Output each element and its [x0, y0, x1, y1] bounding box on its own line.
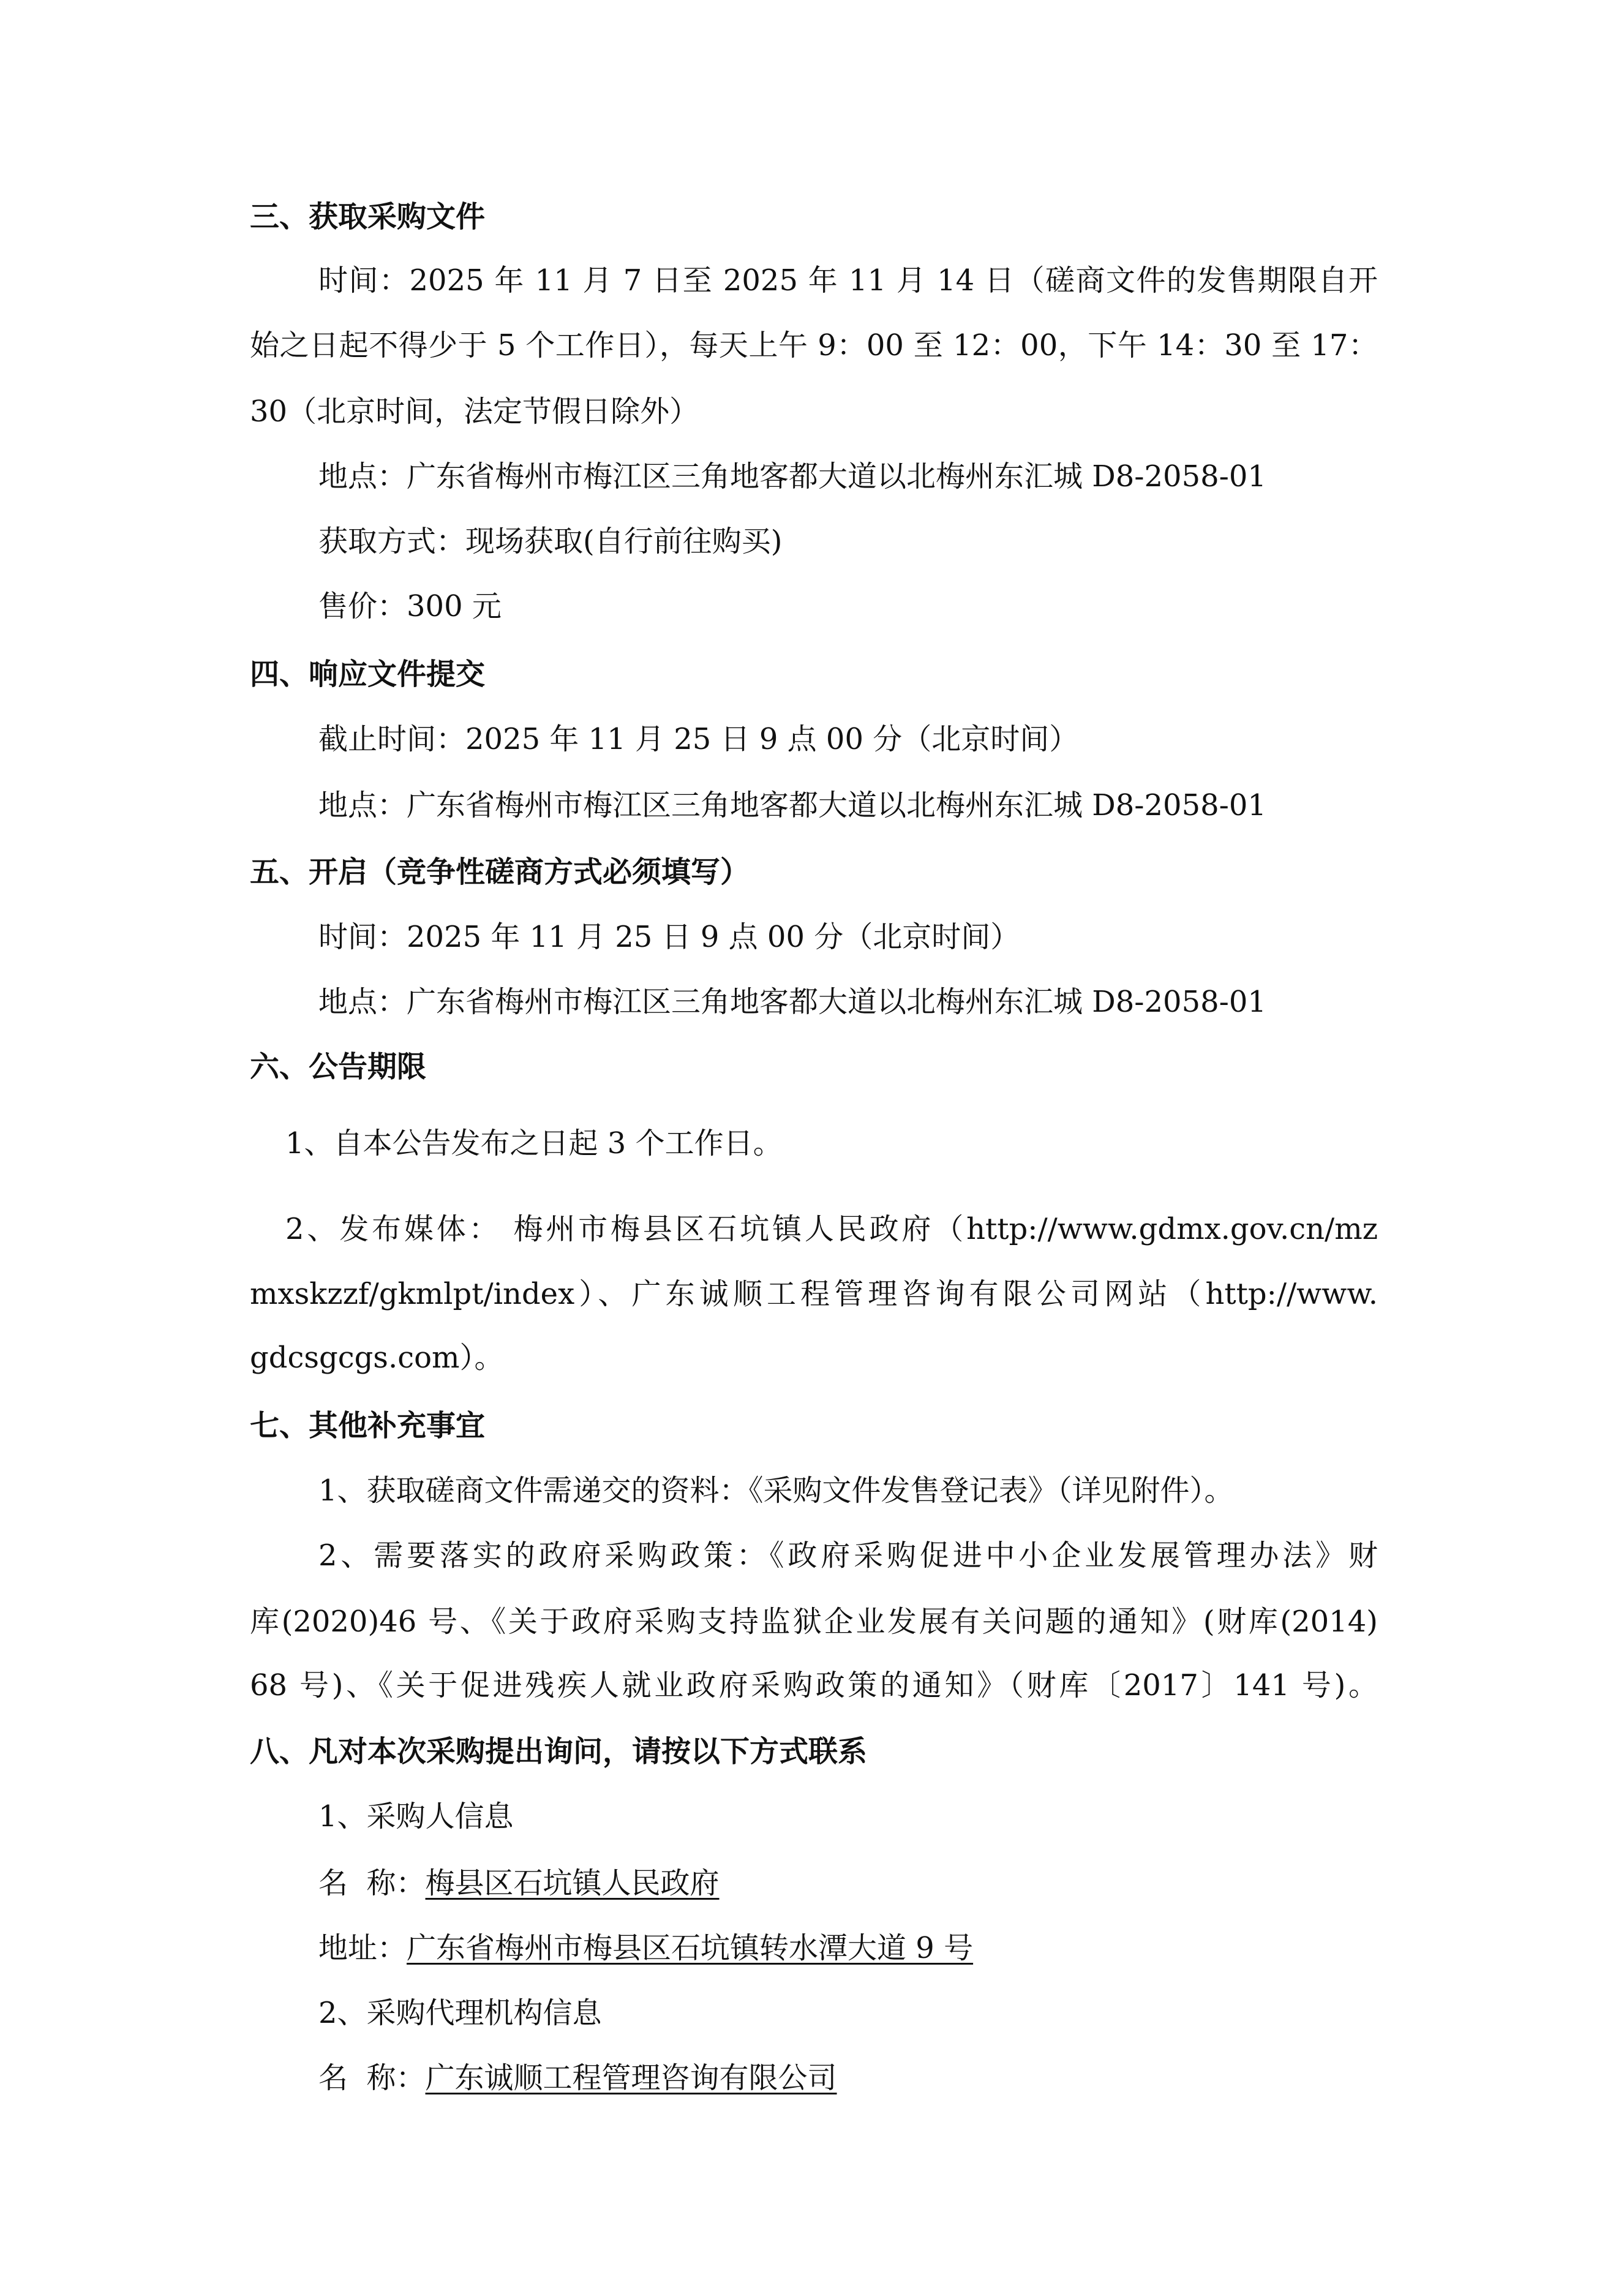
section-3-time-line-1: 时间：2025 年 11 月 7 日至 2025 年 11 月 14 日（磋商文件的发售期限自开	[318, 263, 1378, 298]
agency-name-label: 名 称：	[318, 2061, 426, 2095]
section-6-item-2-line-3: gdcsgcgs.com）。	[250, 1341, 504, 1375]
section-7-item-1: 1、获取磋商文件需递交的资料：《采购文件发售登记表》（详见附件）。	[318, 1473, 1234, 1508]
section-3-method: 获取方式：现场获取(自行前往购买)	[318, 524, 783, 559]
section-3-price: 售价：300 元	[318, 589, 502, 623]
section-7-heading: 七、其他补充事宜	[250, 1409, 486, 1443]
purchaser-address-label: 地址：	[318, 1931, 407, 1965]
purchaser-address: 广东省梅州市梅县区石坑镇转水潭大道 9 号	[407, 1931, 974, 1965]
section-4-deadline: 截止时间：2025 年 11 月 25 日 9 点 00 分（北京时间）	[318, 722, 1079, 756]
agency-name-row	[318, 2060, 837, 2096]
section-7-item-2-line-3: 68 号)、《关于促进残疾人就业政府采购政策的通知》（财库〔2017〕141 号)。	[250, 1668, 1378, 1703]
section-4-location: 地点：广东省梅州市梅江区三角地客都大道以北梅州东汇城 D8-2058-01	[318, 788, 1266, 822]
section-7-item-2-line-1: 2、需要落实的政府采购政策：《政府采购促进中小企业发展管理办法》财	[318, 1538, 1378, 1573]
section-3-location: 地点：广东省梅州市梅江区三角地客都大道以北梅州东汇城 D8-2058-01	[318, 459, 1266, 494]
agency-name: 广东诚顺工程管理咨询有限公司	[425, 2061, 837, 2095]
section-6-item-2-line-2: mxskzzf/gkmlpt/index）、广东诚顺工程管理咨询有限公司网站（http://www.	[250, 1277, 1378, 1311]
section-3-heading: 三、获取采购文件	[250, 200, 486, 234]
section-4-heading: 四、响应文件提交	[250, 657, 486, 691]
section-5-heading: 五、开启（竞争性磋商方式必须填写）	[250, 855, 750, 889]
section-6-heading: 六、公告期限	[250, 1050, 427, 1084]
section-3-time-line-2: 始之日起不得少于 5 个工作日），每天上午 9：00 至 12：00，下午 14：30 至 17：	[250, 328, 1378, 363]
purchaser-name-label: 名 称：	[318, 1866, 426, 1900]
section-6-item-1: 1、自本公告发布之日起 3 个工作日。	[285, 1126, 783, 1161]
purchaser-info-title: 1、采购人信息	[318, 1799, 514, 1834]
section-8-heading: 八、凡对本次采购提出询问，请按以下方式联系	[250, 1734, 868, 1769]
section-7-item-2-line-2: 库(2020)46 号、《关于政府采购支持监狱企业发展有关问题的通知》(财库(2014)	[250, 1605, 1378, 1639]
purchaser-name: 梅县区石坑镇人民政府	[425, 1866, 720, 1900]
purchaser-address-row	[318, 1930, 973, 1966]
section-5-time: 时间：2025 年 11 月 25 日 9 点 00 分（北京时间）	[318, 920, 1020, 954]
section-5-location: 地点：广东省梅州市梅江区三角地客都大道以北梅州东汇城 D8-2058-01	[318, 985, 1266, 1019]
section-6-item-2-line-1: 2、发布媒体： 梅州市梅县区石坑镇人民政府（http://www.gdmx.gov.cn/mz	[285, 1212, 1378, 1246]
agency-info-title: 2、采购代理机构信息	[318, 1996, 602, 2030]
section-3-time-line-3: 30（北京时间，法定节假日除外）	[250, 394, 699, 429]
purchaser-name-row	[318, 1865, 720, 1902]
